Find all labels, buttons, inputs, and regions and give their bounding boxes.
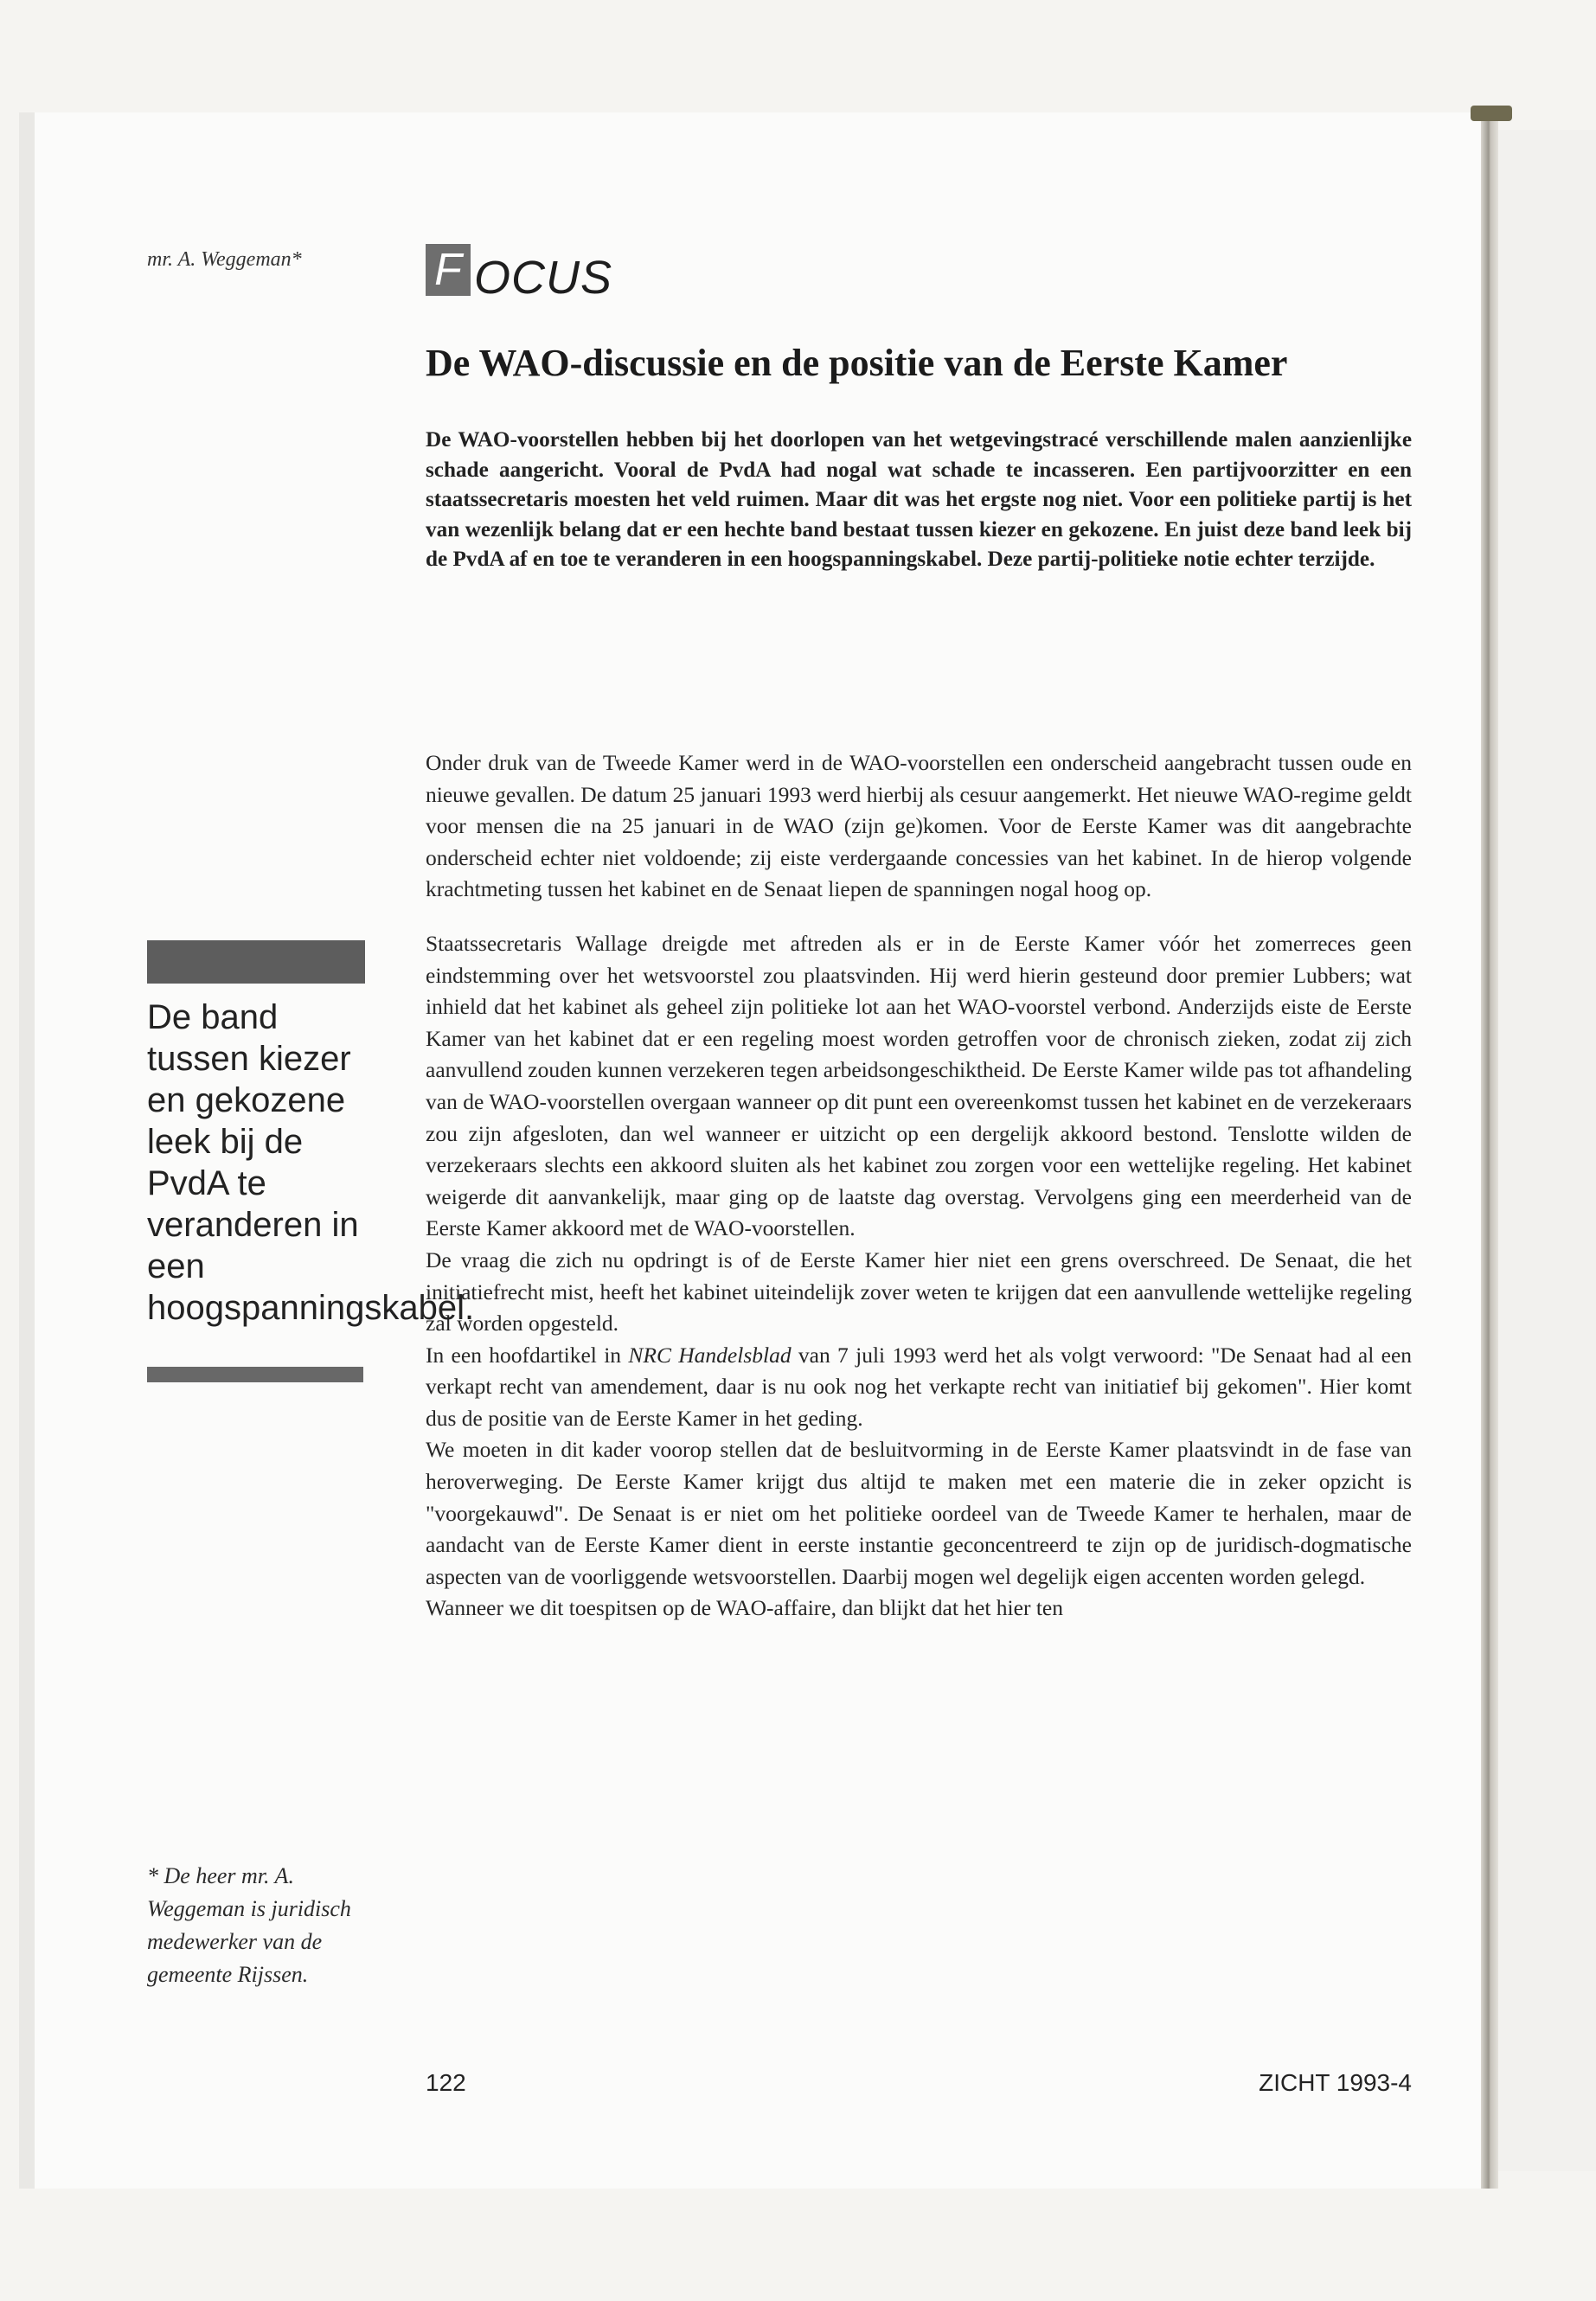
adjacent-page [1498, 130, 1596, 2171]
body-paragraph: Onder druk van de Tweede Kamer werd in de WAO-voorstellen een onderscheid aangebracht tussen oude en nieuwe gevallen. De datum 25 januari 1993 werd hierbij als cesuur aangemerkt. Het nieuwe WAO-regime geldt voor mensen die na 25 januari in de WAO (zijn ge)komen. Voor de Eerste Kamer was dit aangebrachte onderscheid echter niet voldoende; zij eiste verdergaande concessies van het kabinet. In de hierop volgende krachtmeting tussen het kabinet en de Senaat liepen de spanningen nogal hoog op. [426, 750, 1412, 902]
pull-quote-bar-top [147, 940, 365, 984]
article-title: De WAO-discussie en de positie van de Eerste Kamer [426, 342, 1288, 384]
author-name: mr. A. Weggeman* [147, 248, 302, 271]
journal-issue: ZICHT 1993-4 [1259, 2069, 1412, 2096]
body-text-span: In een hoofdartikel in [426, 1342, 629, 1368]
pull-quote-bar-bottom [147, 1367, 363, 1382]
binding-clip [1471, 106, 1512, 121]
author-footnote: * De heer mr. A. Weggeman is juridisch medewerker van de gemeente Rijssen. [147, 1863, 351, 1987]
focus-logo-letter: F [426, 244, 471, 296]
article-body [426, 747, 1412, 1625]
body-paragraph: De vraag die zich nu opdringt is of de Eerste Kamer hier niet een grens overschreed. De Senaat, die het initiatiefrecht mist, heeft het kabinet uiteindelijk zover weten te krijgen dat een aanvullende wettelijke regeling zal worden opgesteld. [426, 1247, 1412, 1336]
focus-logo-word: OCUS [474, 252, 613, 304]
article-lead: De WAO-voorstellen hebben bij het doorlopen van het wetgevingstracé verschillende malen aanzienlijke schade aangericht. Vooral de PvdA had nogal wat schade te incasseren. Een partijvoorzitter en een staatssecretaris moesten het veld ruimen. Maar dit was het ergste nog niet. Voor een politieke partij is het van wezenlijk belang dat er een hechte band bestaat tussen kiezer en gekozene. En juist deze band leek bij de PvdA af en toe te veranderen in een hoogspanningskabel. Deze partij-politieke notie echter terzijde. [426, 428, 1412, 571]
pull-quote: De band tussen kiezer en gekozene leek bij de PvdA te veranderen in een hoogspanningskabel. [147, 998, 475, 1327]
body-paragraph: Wanneer we dit toespitsen op de WAO-affaire, dan blijkt dat het hier ten [426, 1595, 1063, 1621]
body-text-span: van 7 juli 1993 werd het als volgt verwoord: "De Senaat had al een verkapt recht van amendement, daar is nu ook nog het verkapte recht van initiatief bij gekomen". Hier komt dus de positie van de Eerste Kamer in het geding. [426, 1342, 1413, 1431]
body-paragraph: Staatssecretaris Wallage dreigde met aftreden als er in de Eerste Kamer vóór het zomerreces geen eindstemming over het wetsvoorstel zou plaatsvinden. Hij werd hierin gesteund door premier Lubbers; wat inhield dat het kabinet als geheel zijn politieke lot aan het WAO-voorstel verbond. Anderzijds eiste de Eerste Kamer van het kabinet dat er een regeling moest worden getroffen voor de chronisch zieken, zodat zij zich aanvullend zouden kunnen verzekeren tegen arbeidsongeschiktheid. De Eerste Kamer wilde pas tot afhandeling van de WAO-voorstellen overgaan wanneer op dit punt een overeenkomst tussen het kabinet en de verzekeraars zou zijn afgesloten, dan wel wanneer er uitzicht op een dergelijk akkoord bestond. Tenslotte wilden de verzekeraars slechts een akkoord sluiten als het kabinet zou zorgen voor een wettelijke regeling. Het kabinet weigerde dit aanvankelijk, maar ging op de laatste dag overstag. Vervolgens ging een meerderheid van de Eerste Kamer akkoord met de WAO-voorstellen. [426, 930, 1412, 1241]
body-paragraph [426, 1340, 1412, 1435]
page-number: 122 [426, 2069, 466, 2096]
focus-section-logo [426, 244, 613, 304]
binding-spine [1481, 112, 1498, 2189]
body-paragraph: We moeten in dit kader voorop stellen dat de besluitvorming in de Eerste Kamer plaatsvindt in de fase van heroverweging. De Eerste Kamer krijgt dus altijd te maken met een materie die in zeker opzicht is "voorgekauwd". De Senaat is er niet om het politieke oordeel van de Tweede Kamer te herhalen, maar de aandacht van de Eerste Kamer dient in eerste instantie geconcentreerd te zijn op de juridisch-dogmatische aspecten van de voorliggende wetsvoorstellen. Daarbij mogen wel degelijk eigen accenten worden gelegd. [426, 1437, 1412, 1589]
source-title: NRC Handelsblad [628, 1342, 792, 1368]
